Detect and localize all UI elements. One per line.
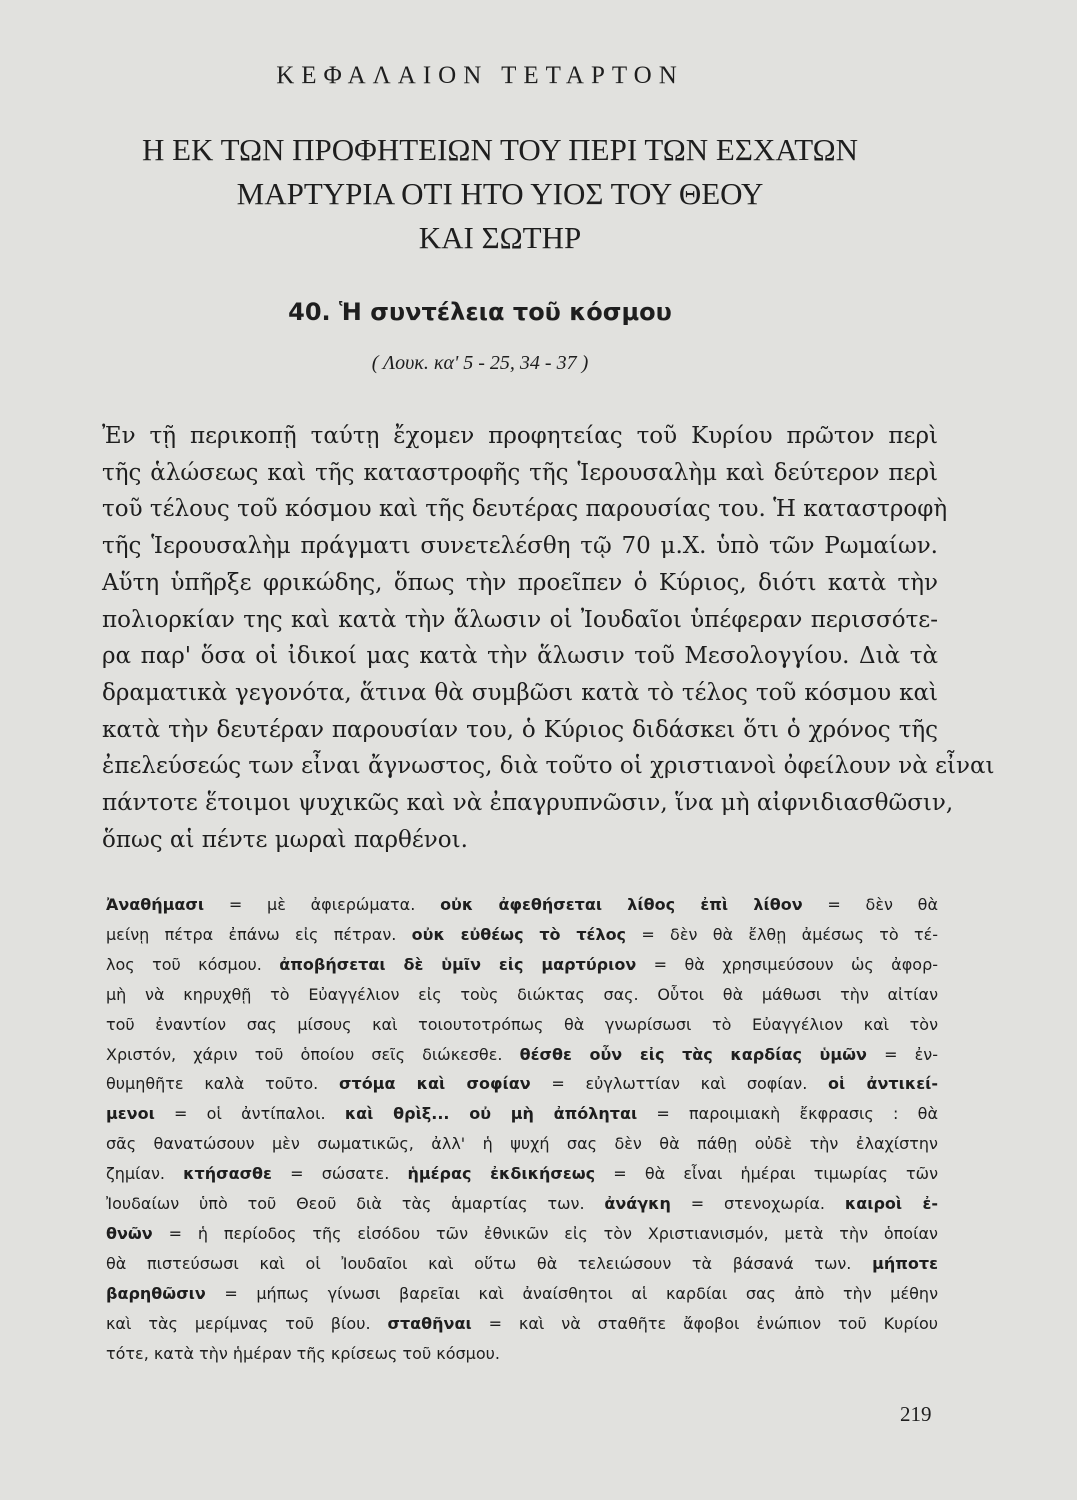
chapter-title-line: ΜΑΡΤΥΡΙΑ ΟΤΙ ΗΤΟ ΥΙΟΣ ΤΟΥ ΘΕΟΥ xyxy=(236,176,764,211)
paragraph-line: τοῦ τέλους τοῦ κόσμου καὶ τῆς δευτέρας παρουσίας του. Ἡ καταστροφὴ xyxy=(102,496,948,523)
paragraph-line: Ἐν τῇ περικοπῇ ταύτῃ ἔχομεν προφητείας τοῦ Κυρίου πρῶτον περὶ xyxy=(102,423,938,449)
glossary-term: ἀποβήσεται δὲ ὑμῖν εἰς μαρτύριον xyxy=(279,954,637,974)
glossary-term: ἀνάγκη xyxy=(604,1194,671,1214)
paragraph-line: ἐπελεύσεώς των εἶναι ἄγνωστος, διὰ τοῦτο οἱ χριστιανοὶ ὀφείλουν νὰ εἶναι xyxy=(102,753,995,780)
glossary-term: Ἀναθήμασι xyxy=(106,895,205,914)
glossary-term: οὐκ ἀφεθήσεται λίθος ἐπὶ λίθον xyxy=(440,895,803,914)
chapter-title-line: Η ΕΚ ΤΩΝ ΠΡΟΦΗΤΕΙΩΝ ΤΟΥ ΠΕΡΙ ΤΩΝ ΕΣΧΑΤΩΝ xyxy=(141,132,859,167)
glossary-term: θνῶν xyxy=(106,1223,153,1243)
glossary-term: μενοι xyxy=(106,1104,155,1124)
paragraph-line: πολιορκίαν της καὶ κατὰ τὴν ἅλωσιν οἱ Ἰουδαῖοι ὑπέφεραν περισσότε- xyxy=(102,606,938,633)
chapter-heading: ΚΕΦΑΛΑΙΟΝ ΤΕΤΑΡΤΟΝ xyxy=(276,62,684,89)
section-title: 40. Ἡ συντέλεια τοῦ κόσμου xyxy=(288,298,672,326)
note-line: θνῶν = ἡ περίοδος τῆς εἰσόδου τῶν ἐθνικῶν εἰς τὸν Χριστιανισμόν, μετὰ τὴν ὁποίαν xyxy=(106,1223,938,1243)
paragraph-line: τῆς ἁλώσεως καὶ τῆς καταστροφῆς τῆς Ἱερουσαλὴμ καὶ δεύτερον περὶ xyxy=(102,459,938,486)
glossary-term: ἡμέρας ἐκδικήσεως xyxy=(407,1164,596,1184)
note-line: θυμηθῆτε καλὰ τοῦτο. στόμα καὶ σοφίαν = εὐγλωττίαν καὶ σοφίαν. οἱ ἀντικεί- xyxy=(106,1074,938,1094)
note-line: ζημίαν. κτήσασθε = σώσατε. ἡμέρας ἐκδικήσεως = θὰ εἶναι ἡμέραι τιμωρίας τῶν xyxy=(106,1164,938,1184)
glossary-term: μήποτε xyxy=(872,1253,938,1273)
glossary-notes xyxy=(106,890,938,1369)
note-line: τοῦ ἐναντίον σας μίσους καὶ τοιουτοτρόπως θὰ γνωρίσωσι τὸ Εὐαγγέλιον καὶ τὸν xyxy=(106,1014,938,1034)
note-line: καὶ τὰς μερίμνας τοῦ βίου. σταθῆναι = καὶ νὰ σταθῆτε ἄφοβοι ἐνώπιον τοῦ Κυρίου xyxy=(106,1313,939,1333)
page-number: 219 xyxy=(900,1402,932,1426)
paragraph-line: πάντοτε ἕτοιμοι ψυχικῶς καὶ νὰ ἐπαγρυπνῶσιν, ἵνα μὴ αἰφνιδιασθῶσιν, xyxy=(102,790,954,817)
glossary-term: κτήσασθε xyxy=(183,1164,272,1184)
note-line: βαρηθῶσιν = μήπως γίνωσι βαρεῖαι καὶ ἀναίσθητοι αἱ καρδίαι σας ἀπὸ τὴν μέθην xyxy=(106,1283,938,1303)
glossary-term: καὶ θρὶξ... οὐ μὴ ἀπόληται xyxy=(344,1104,638,1124)
note-line: λος τοῦ κόσμου. ἀποβήσεται δὲ ὑμῖν εἰς μαρτύριον = θὰ χρησιμεύσουν ὡς ἀφορ- xyxy=(106,954,938,974)
glossary-term: καιροὶ ἐ- xyxy=(844,1194,939,1214)
note-line: Χριστόν, χάριν τοῦ ὁποίου σεῖς διώκεσθε. θέσθε οὖν εἰς τὰς καρδίας ὑμῶν = ἐν- xyxy=(106,1044,939,1064)
glossary-term: οἱ ἀντικεί- xyxy=(828,1074,938,1094)
glossary-term: θέσθε οὖν εἰς τὰς καρδίας ὑμῶν xyxy=(519,1044,867,1064)
note-line: Ἰουδαίων ὑπὸ τοῦ Θεοῦ διὰ τὰς ἁμαρτίας των. ἀνάγκη = στενοχωρία. καιροὶ ἐ- xyxy=(106,1194,939,1214)
note-line: θὰ πιστεύσωσι καὶ οἱ Ἰουδαῖοι καὶ οὕτω θὰ τελειώσουν τὰ βάσανά των. μήποτε xyxy=(106,1253,938,1273)
paragraph-line: κατὰ τὴν δευτέραν παρουσίαν του, ὁ Κύριος διδάσκει ὅτι ὁ χρόνος τῆς xyxy=(102,716,938,743)
note-line: τότε, κατὰ τὴν ἡμέραν τῆς κρίσεως τοῦ κόσμου. xyxy=(106,1343,500,1363)
glossary-term: οὐκ εὐθέως τὸ τέλος xyxy=(411,924,627,944)
glossary-term: βαρηθῶσιν xyxy=(106,1283,206,1303)
main-paragraph xyxy=(102,418,995,858)
paragraph-line: ρα παρ' ὅσα οἱ ἰδικοί μας κατὰ τὴν ἅλωσιν τοῦ Μεσολογγίου. Διὰ τὰ xyxy=(102,643,938,670)
paragraph-line: ὅπως αἱ πέντε μωραὶ παρθένοι. xyxy=(102,826,468,853)
paragraph-line: δραματικὰ γεγονότα, ἅτινα θὰ συμβῶσι κατὰ τὸ τέλος τοῦ κόσμου καὶ xyxy=(102,679,938,706)
paragraph-line: τῆς Ἱερουσαλὴμ πράγματι συνετελέσθη τῷ 70 μ.Χ. ὑπὸ τῶν Ρωμαίων. xyxy=(102,533,938,560)
paragraph-line: Αὕτη ὑπῆρξε φρικώδης, ὅπως τὴν προεῖπεν ὁ Κύριος, διότι κατὰ τὴν xyxy=(102,569,938,596)
chapter-title-line: ΚΑΙ ΣΩΤΗΡ xyxy=(418,220,582,255)
note-line: μὴ νὰ κηρυχθῇ τὸ Εὐαγγέλιον εἰς τοὺς διώκτας σας. Οὗτοι θὰ μάθωσι τὴν αἰτίαν xyxy=(106,984,938,1004)
note-line: σᾶς θανατώσουν μὲν σωματικῶς, ἀλλ' ἡ ψυχή σας δὲν θὰ πάθῃ οὐδὲ τὴν ἐλαχίστην xyxy=(106,1134,938,1154)
glossary-term: στόμα καὶ σοφίαν xyxy=(339,1074,531,1094)
scripture-reference: ( Λουκ. κα' 5 - 25, 34 - 37 ) xyxy=(371,352,589,374)
note-line: Ἀναθήμασι = μὲ ἀφιερώματα. οὐκ ἀφεθήσεται λίθος ἐπὶ λίθον = δὲν θὰ xyxy=(106,895,938,914)
note-line: μείνῃ πέτρα ἐπάνω εἰς πέτραν. οὐκ εὐθέως τὸ τέλος = δὲν θὰ ἔλθῃ ἀμέσως τὸ τέ- xyxy=(106,924,939,944)
note-line: μενοι = οἱ ἀντίπαλοι. καὶ θρὶξ... οὐ μὴ ἀπόληται = παροιμιακὴ ἔκφρασις : θὰ xyxy=(106,1104,939,1124)
glossary-term: σταθῆναι xyxy=(387,1313,472,1333)
chapter-title xyxy=(60,128,940,260)
